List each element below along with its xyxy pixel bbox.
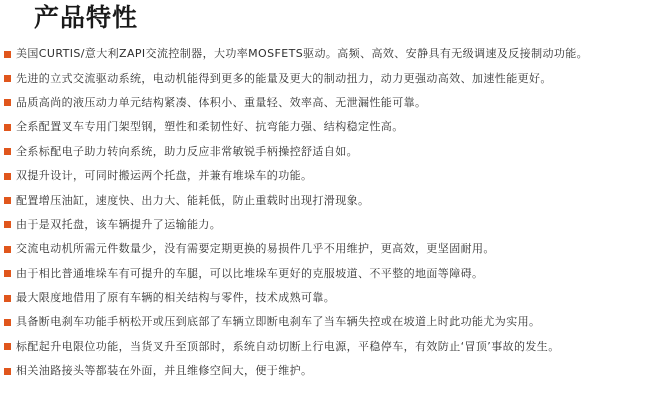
feature-text: 标配起升电限位功能，当货叉升至顶部时，系统自动切断上行电源，平稳停车，有效防止‘冒顶’事故的发生。 (16, 339, 560, 353)
page-title: 产品特性 (34, 3, 139, 32)
feature-text: 由于是双托盘，该车辆提升了运输能力。 (16, 217, 222, 231)
feature-text: 全系配置叉车专用门架型钢，塑性和柔韧性好、抗弯能力强、结构稳定性高。 (16, 120, 404, 134)
bullet-square-icon (4, 295, 11, 302)
bullet-square-icon (4, 148, 11, 155)
bullet-square-icon (4, 270, 11, 277)
feature-item-7 (4, 188, 641, 212)
feature-text: 最大限度地借用了原有车辆的相关结构与零件，技术成熟可靠。 (16, 291, 336, 305)
bullet-square-icon (4, 197, 11, 204)
bullet-square-icon (4, 99, 11, 106)
feature-item-3 (4, 91, 641, 115)
bullet-square-icon (4, 343, 11, 350)
feature-text: 先进的立式交流驱动系统，电动机能得到更多的能量及更大的制动扭力，动力更强动高效、加速性能更好。 (16, 71, 552, 85)
feature-text: 由于相比普通堆垛车有可提升的车腿，可以比堆垛车更好的克服坡道、不平整的地面等障碍。 (16, 266, 484, 280)
bullet-square-icon (4, 51, 11, 58)
feature-item-11 (4, 286, 641, 310)
bullet-square-icon (4, 173, 11, 180)
bullet-square-icon (4, 124, 11, 131)
feature-text: 双提升设计，可同时搬运两个托盘，并兼有堆垛车的功能。 (16, 169, 313, 183)
feature-text: 美国CURTIS/意大利ZAPI交流控制器，大功率MOSFETS驱动。高频、高效、安静具有无级调速及反接制动功能。 (16, 47, 589, 61)
feature-list (4, 42, 641, 383)
feature-text: 具备断电刹车功能手柄松开或压到底部了车辆立即断电刹车了当车辆失控或在坡道上时此功能尤为实用。 (16, 315, 541, 329)
feature-text: 品质高尚的液压动力单元结构紧凑、体积小、重量轻、效率高、无泄漏性能可靠。 (16, 95, 427, 109)
bullet-square-icon (4, 75, 11, 82)
feature-text: 全系标配电子助力转向系统，助力反应非常敏锐手柄操控舒适自如。 (16, 144, 358, 158)
feature-text: 配置增压油缸，速度快、出力大、能耗低，防止重载时出现打滑现象。 (16, 193, 370, 207)
feature-item-1 (4, 42, 641, 66)
feature-item-14 (4, 359, 641, 383)
feature-item-2 (4, 66, 641, 90)
feature-item-13 (4, 335, 641, 359)
feature-item-10 (4, 262, 641, 286)
feature-item-9 (4, 237, 641, 261)
feature-item-8 (4, 213, 641, 237)
feature-item-5 (4, 140, 641, 164)
feature-text: 交流电动机所需元件数量少，没有需要定期更换的易损件几乎不用维护，更高效，更坚固耐用。 (16, 242, 495, 256)
bullet-square-icon (4, 246, 11, 253)
bullet-square-icon (4, 221, 11, 228)
bullet-square-icon (4, 319, 11, 326)
bullet-square-icon (4, 368, 11, 375)
feature-item-6 (4, 164, 641, 188)
feature-text: 相关油路接头等都装在外面，并且维修空间大，便于维护。 (16, 364, 313, 378)
feature-item-4 (4, 115, 641, 139)
feature-item-12 (4, 310, 641, 334)
